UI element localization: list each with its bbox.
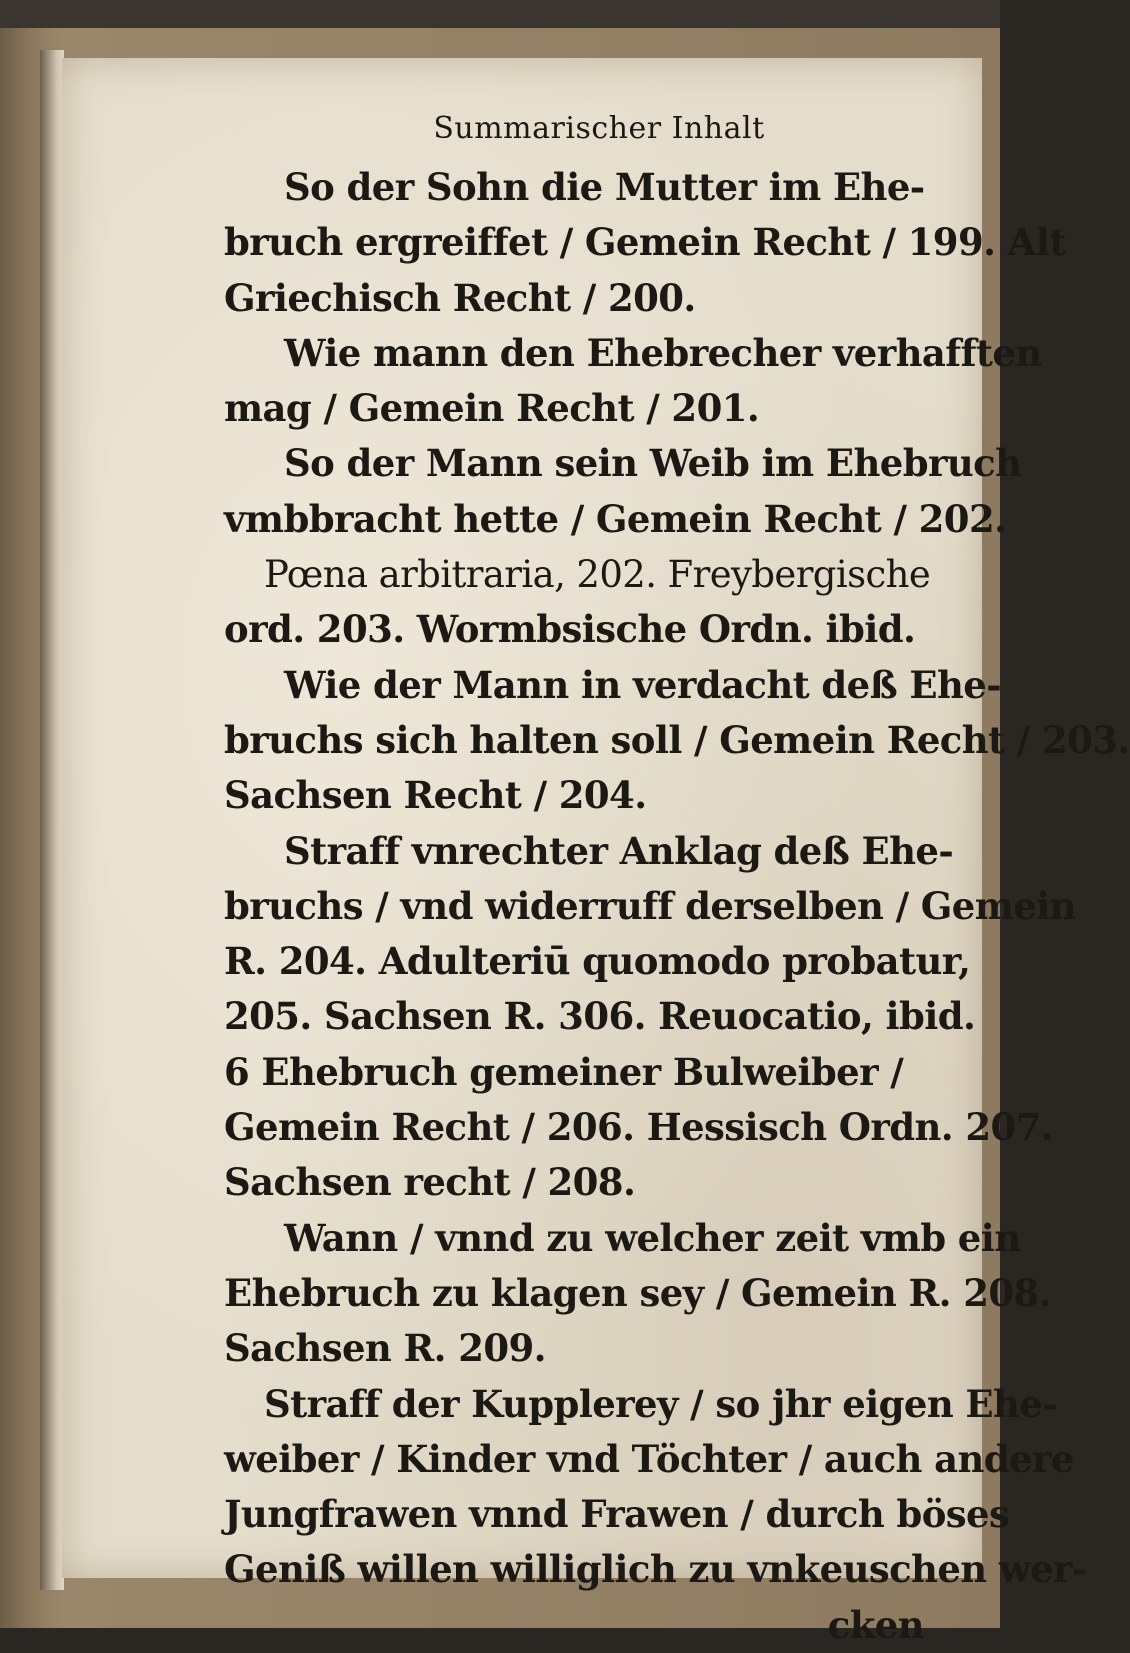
text-line: 6 Ehebruch gemeiner Bulweiber / xyxy=(224,1049,904,1094)
text-line: Wie mann den Ehebrecher verhafften xyxy=(284,330,1042,375)
text-line: Straff der Kupplerey / so jhr eigen Ehe- xyxy=(264,1381,1058,1426)
text-line: Geniß willen williglich zu vnkeuschen wer- xyxy=(224,1547,1087,1592)
text-line: bruchs / vnd widerruff derselben / Gemein xyxy=(224,883,1076,928)
text-line: Pœna arbitraria, 202. Freybergische xyxy=(264,553,931,597)
text-line: Sachsen recht / 208. xyxy=(224,1160,636,1205)
text-line: Wann / vnnd zu welcher zeit vmb ein xyxy=(284,1215,1021,1260)
text-line: bruchs sich halten soll / Gemein Recht / 203. xyxy=(224,717,1130,762)
text-line: Straff vnrechter Anklag deß Ehe- xyxy=(284,828,954,873)
text-line: Jungfrawen vnnd Frawen / durch böses xyxy=(224,1492,1010,1537)
running-head: Summarischer Inhalt xyxy=(433,111,765,146)
text-line: Sachsen R. 209. xyxy=(224,1326,546,1371)
text-line: bruch ergreiffet / Gemein Recht / 199. Alt xyxy=(224,220,1066,265)
text-line: Gemein Recht / 206. Hessisch Ordn. 207. xyxy=(224,1105,1054,1150)
catchword: cken xyxy=(827,1602,924,1647)
text-line: mag / Gemein Recht / 201. xyxy=(224,386,760,431)
text-line: R. 204. Adulteriū quomodo probatur, xyxy=(224,939,971,984)
text-line: vmbbracht hette / Gemein Recht / 202. xyxy=(224,496,1007,541)
text-line: So der Mann sein Weib im Ehebruch xyxy=(284,441,1022,486)
text-line: ord. 203. Wormbsische Ordn. ibid. xyxy=(224,607,916,652)
text-line: weiber / Kinder vnd Töchter / auch andere xyxy=(224,1436,1074,1481)
text-line: Wie der Mann in verdacht deß Ehe- xyxy=(284,662,1002,707)
text-line: So der Sohn die Mutter im Ehe- xyxy=(284,165,925,209)
text-line: 205. Sachsen R. 306. Reuocatio, ibid. xyxy=(224,994,976,1039)
text-line: Griechisch Recht / 200. xyxy=(224,275,696,320)
page-text xyxy=(224,108,1130,1653)
text-line: Sachsen Recht / 204. xyxy=(224,773,647,818)
page-gutter-edge xyxy=(40,50,64,1590)
text-line: Ehebruch zu klagen sey / Gemein R. 208. xyxy=(224,1270,1051,1315)
